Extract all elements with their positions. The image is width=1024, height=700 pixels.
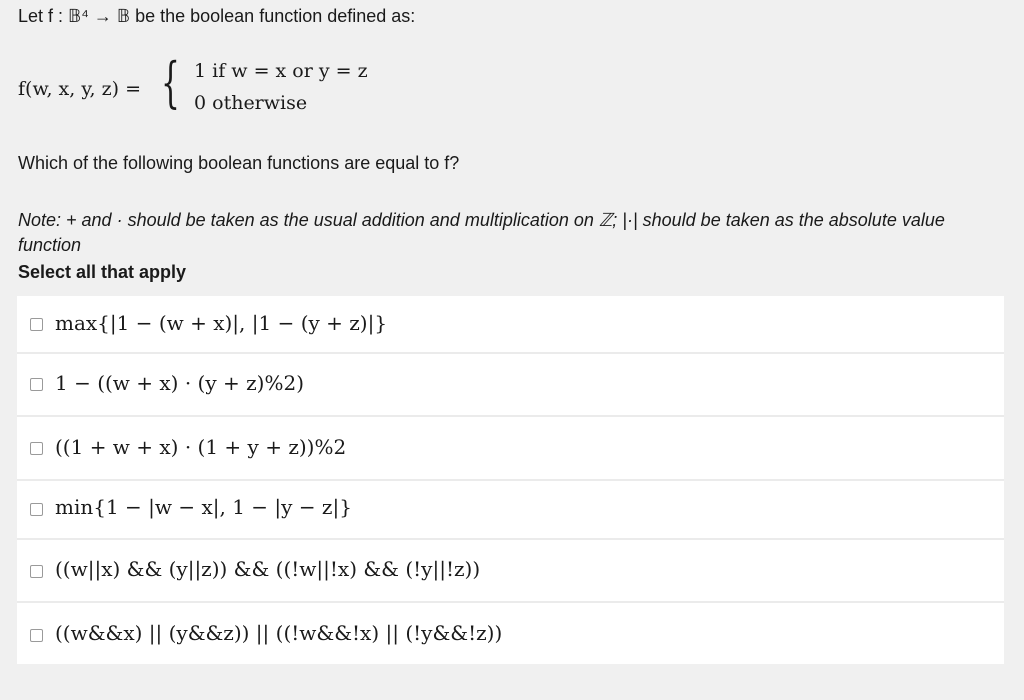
note-text: Note: + and · should be taken as the usual addition and multiplication on ℤ; |·| should be taken as the absolute value function: [18, 210, 945, 255]
problem-intro: Let f : 𝔹⁴ → 𝔹 be the boolean function defined as:: [18, 6, 416, 26]
checkbox-icon[interactable]: [30, 378, 43, 391]
option-label: ((1 + w + x) · (1 + y + z))%2: [55, 435, 347, 459]
option-3[interactable]: [17, 417, 1004, 481]
option-label: ((w&&x) || (y&&z)) || ((!w&&!x) || (!y&&!z)): [55, 621, 503, 645]
option-6[interactable]: [17, 603, 1004, 664]
checkbox-icon[interactable]: [30, 318, 43, 331]
cases-brace: {: [161, 51, 180, 114]
option-label: max{|1 − (w + x)|, |1 − (y + z)|}: [55, 311, 388, 335]
checkbox-icon[interactable]: [30, 503, 43, 516]
option-5[interactable]: [17, 540, 1004, 603]
option-label: ((w||x) && (y||z)) && ((!w||!x) && (!y||!z)): [55, 557, 481, 581]
checkbox-icon[interactable]: [30, 565, 43, 578]
question-text: Which of the following boolean functions are equal to f?: [18, 153, 460, 173]
case-false: 0 otherwise: [194, 92, 308, 114]
option-2[interactable]: [17, 354, 1004, 417]
case-true: 1 if w = x or y = z: [194, 60, 368, 82]
checkbox-icon[interactable]: [30, 629, 43, 642]
checkbox-icon[interactable]: [30, 442, 43, 455]
answer-options: [17, 296, 1004, 664]
option-label: 1 − ((w + x) · (y + z)%2): [55, 371, 304, 395]
instruction-text: Select all that apply: [18, 262, 187, 282]
option-4[interactable]: [17, 481, 1004, 540]
definition-lhs: f(w, x, y, z) =: [18, 78, 141, 100]
option-1[interactable]: [17, 296, 1004, 354]
option-label: min{1 − |w − x|, 1 − |y − z|}: [55, 495, 352, 519]
